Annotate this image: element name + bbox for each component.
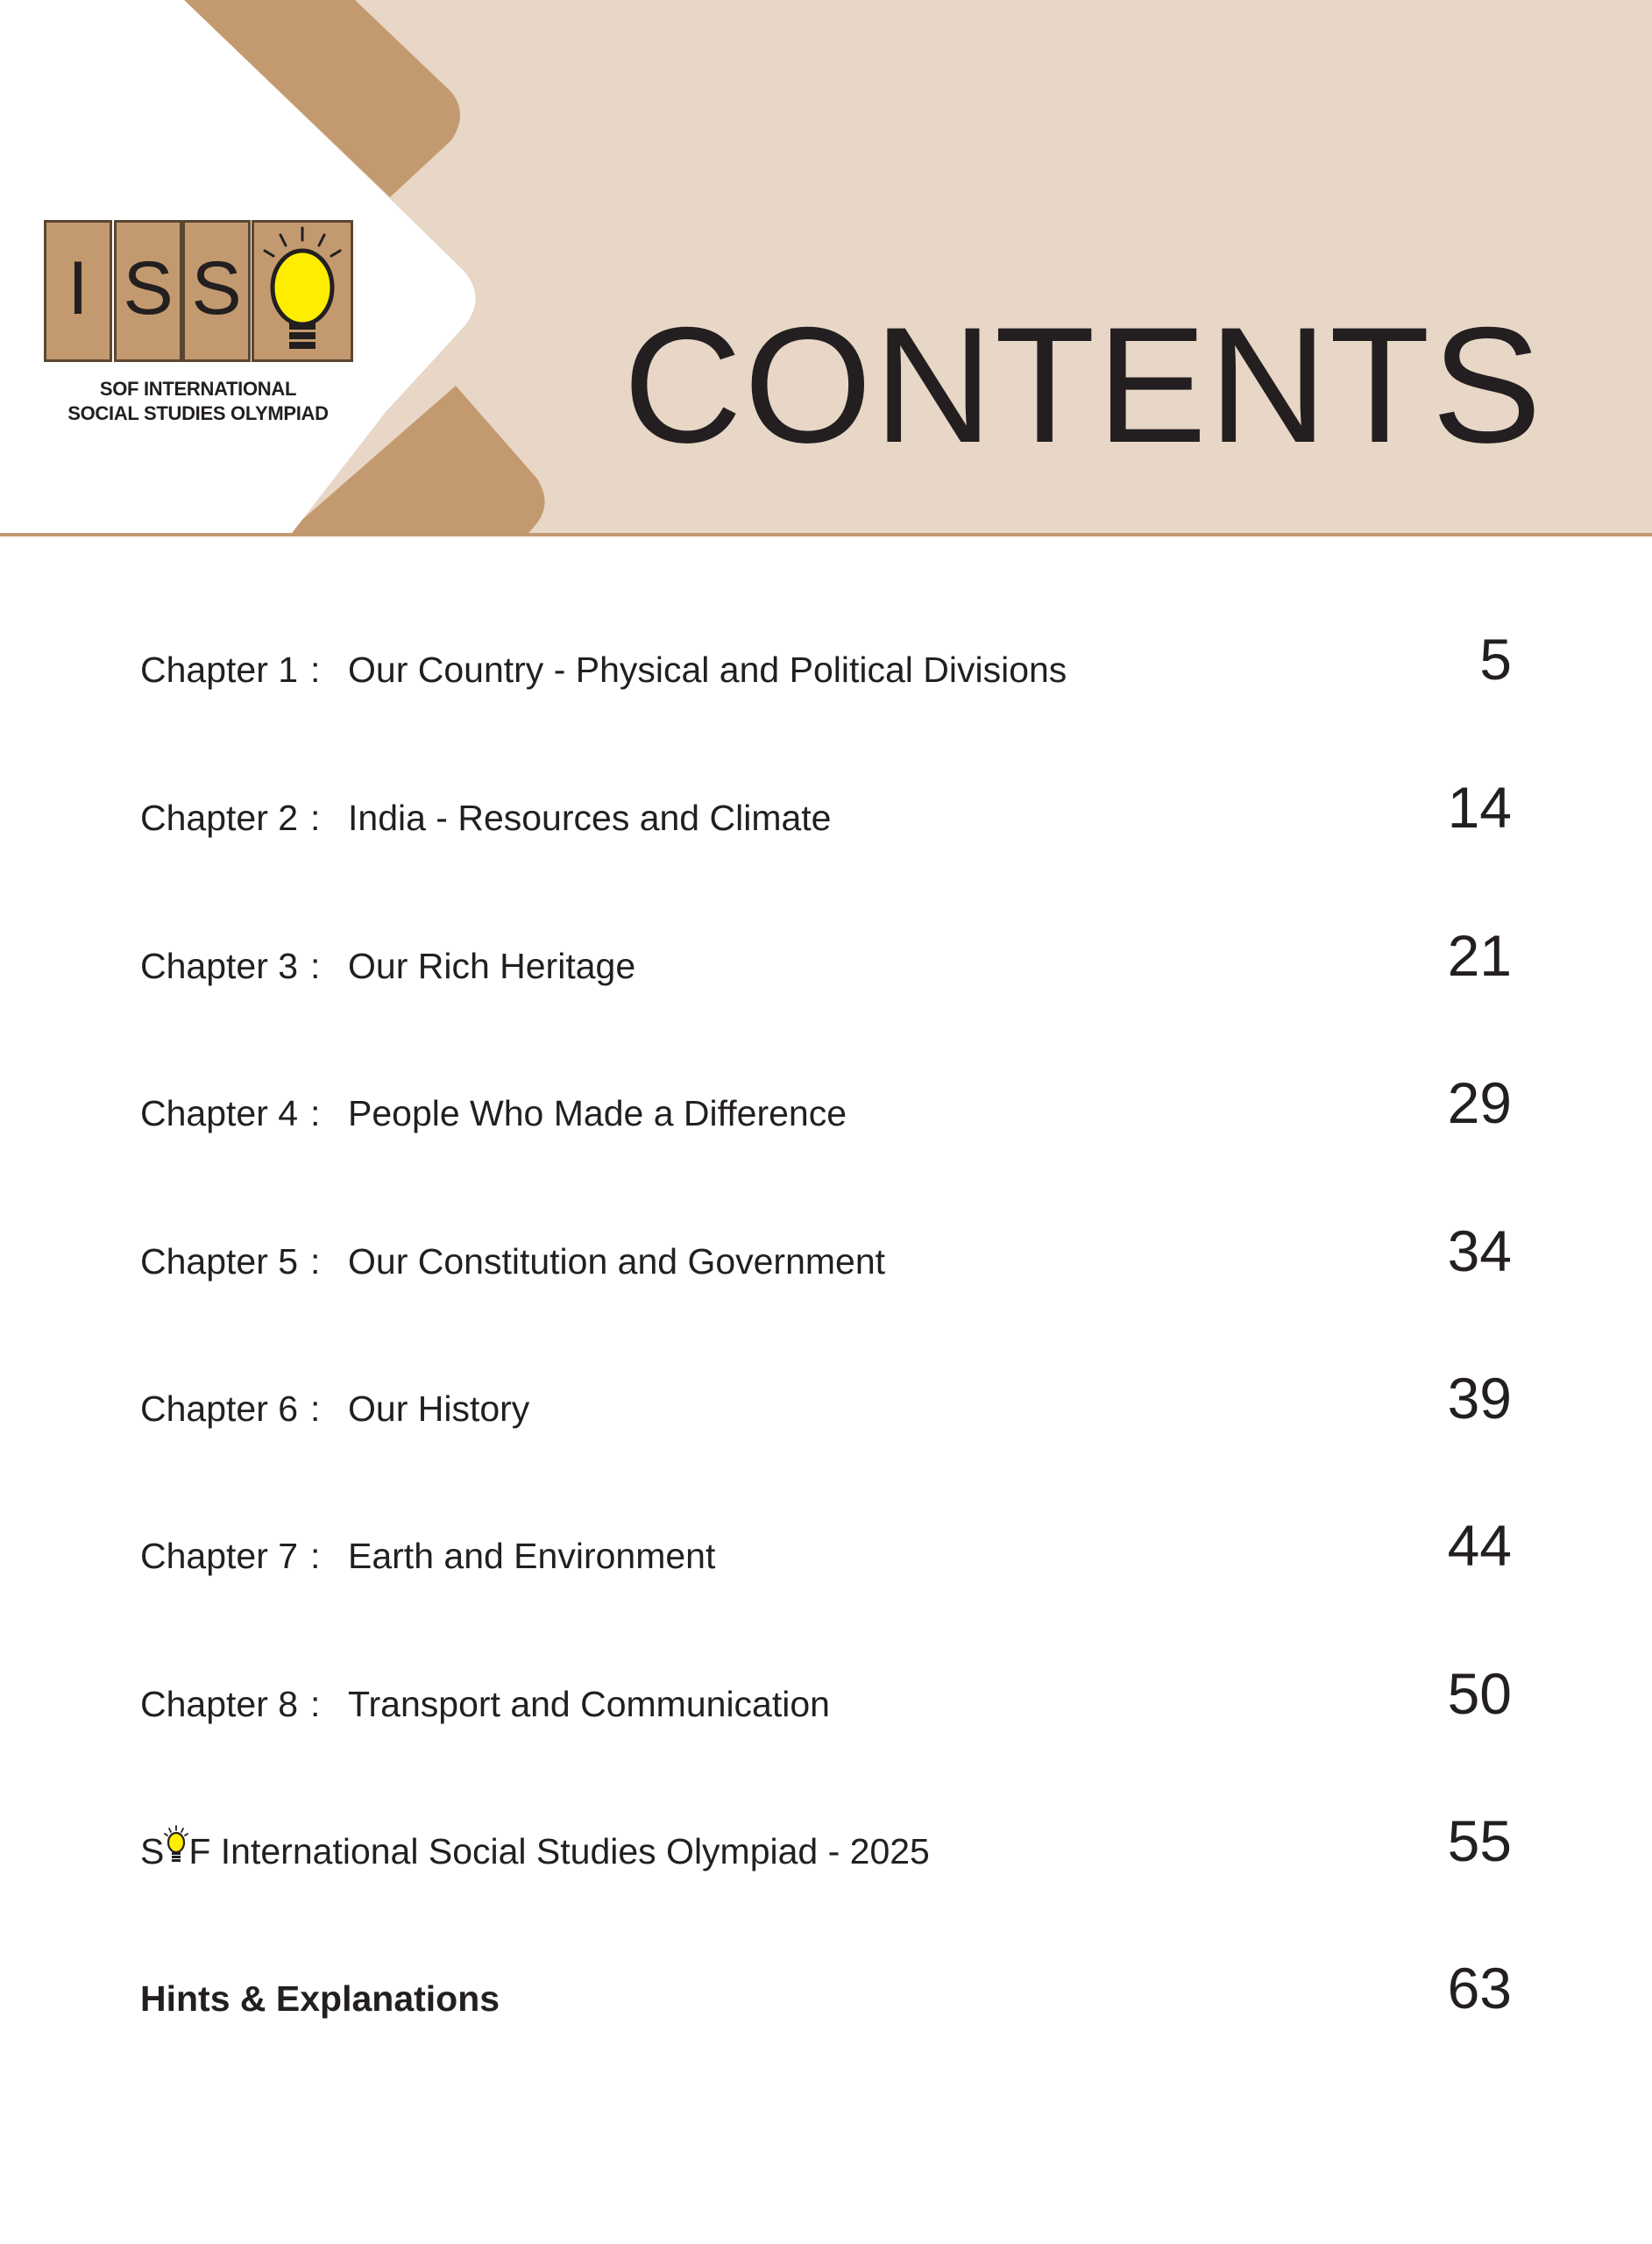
logo-letter-box: I	[44, 220, 112, 362]
chapter-title: Earth and Environment	[348, 1536, 716, 1576]
separator: :	[310, 1536, 321, 1576]
toc-row-chapter-1[interactable]	[140, 600, 1512, 692]
separator: :	[310, 798, 321, 838]
page-number: 5	[1479, 627, 1512, 692]
toc-row-chapter-6[interactable]	[140, 1339, 1512, 1431]
olympiad-title	[140, 1825, 930, 1870]
toc-row-chapter-4[interactable]	[140, 1044, 1512, 1135]
toc-row-chapter-5[interactable]	[140, 1192, 1512, 1283]
page-number: 50	[1447, 1661, 1512, 1726]
separator: :	[310, 1684, 321, 1724]
chapter-title: Transport and Communication	[348, 1684, 830, 1724]
chapter-title: India - Resources and Climate	[348, 798, 832, 838]
isso-logo	[44, 217, 361, 427]
olympiad-title-text: F International Social Studies Olympiad - 2025	[188, 1831, 930, 1871]
header-banner	[0, 0, 1652, 536]
chapter-label: Chapter 6	[140, 1388, 299, 1429]
logo-letter-box: S	[114, 220, 182, 362]
toc-row-olympiad-2025[interactable]	[140, 1782, 1512, 1873]
page-title: CONTENTS	[623, 293, 1543, 477]
chapter-label: Chapter 3	[140, 946, 299, 986]
chapter-label: Chapter 8	[140, 1684, 299, 1724]
page-number: 29	[1447, 1070, 1512, 1135]
logo-caption-line2: SOCIAL STUDIES OLYMPIAD	[67, 402, 329, 424]
chapter-title: Our Constitution and Government	[348, 1241, 886, 1282]
chapter-label: Chapter 1	[140, 650, 299, 690]
header-divider	[0, 533, 1652, 536]
page-number: 34	[1447, 1218, 1512, 1283]
separator: :	[310, 1241, 321, 1282]
toc-row-chapter-2[interactable]	[140, 749, 1512, 840]
chapter-title: People Who Made a Difference	[348, 1093, 847, 1133]
chapter-label: Chapter 4	[140, 1093, 299, 1133]
page-number: 63	[1447, 1956, 1512, 2020]
chapter-label: Chapter 2	[140, 798, 299, 838]
page-number: 55	[1447, 1808, 1512, 1873]
toc-row-chapter-7[interactable]	[140, 1487, 1512, 1578]
separator: :	[310, 946, 321, 986]
logo-caption-line1: SOF INTERNATIONAL	[99, 378, 297, 400]
logo-letter-box: S	[182, 220, 251, 362]
page-number: 44	[1447, 1513, 1512, 1578]
toc-row-chapter-3[interactable]	[140, 897, 1512, 988]
chapter-title: Our History	[348, 1388, 530, 1429]
separator: :	[310, 650, 321, 690]
separator: :	[310, 1388, 321, 1429]
page-number: 39	[1447, 1366, 1512, 1431]
page-number: 21	[1447, 923, 1512, 988]
lightbulb-icon	[164, 1825, 188, 1864]
chapter-title: Our Rich Heritage	[348, 946, 636, 986]
separator: :	[310, 1093, 321, 1133]
chapter-label: Chapter 5	[140, 1241, 299, 1282]
lightbulb-icon	[252, 220, 353, 362]
toc-row-chapter-8[interactable]	[140, 1635, 1512, 1726]
page-number: 14	[1447, 775, 1512, 840]
hints-title: Hints & Explanations	[140, 1978, 500, 2019]
olympiad-prefix: S	[140, 1831, 165, 1871]
chapter-label: Chapter 7	[140, 1536, 299, 1576]
toc-row-hints[interactable]	[140, 1929, 1512, 2020]
chapter-title: Our Country - Physical and Political Divisions	[348, 650, 1067, 690]
